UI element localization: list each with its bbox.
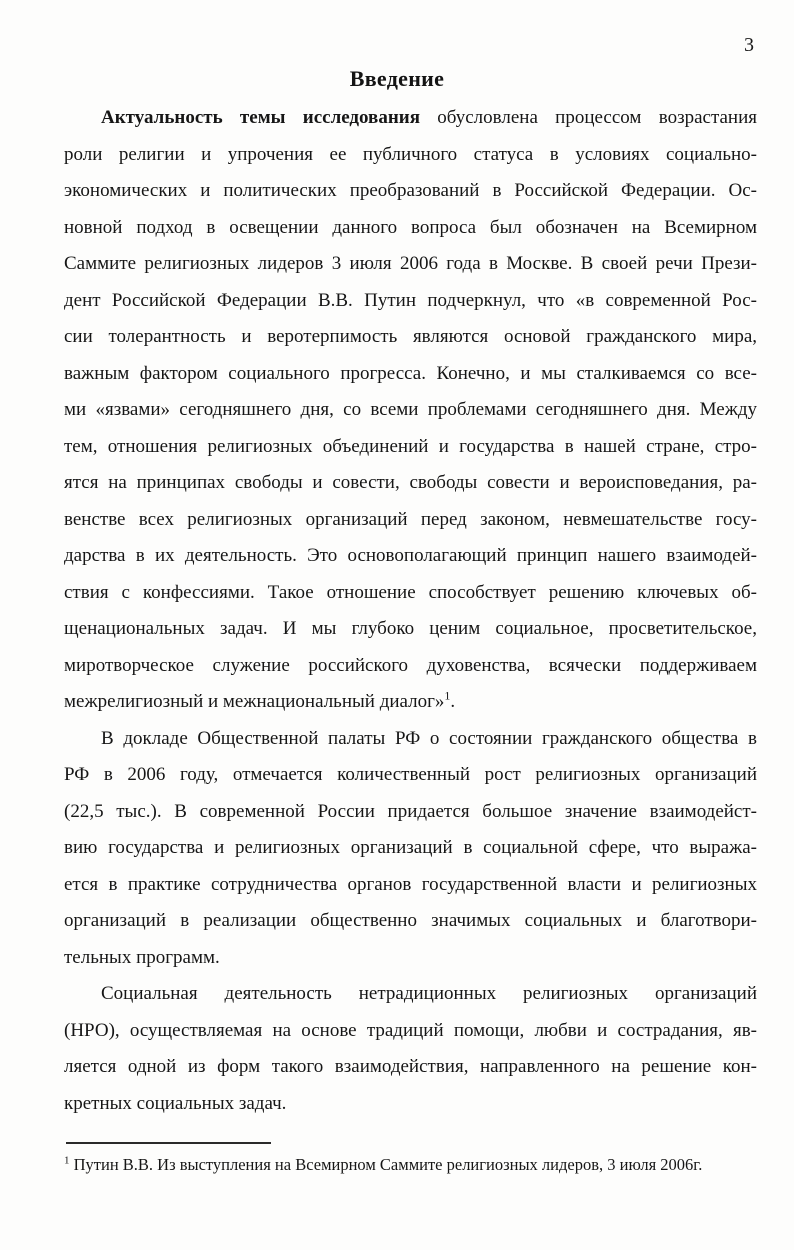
text-line: кретных социальных задач.	[64, 1092, 287, 1114]
text-line: организаций в реализации общественно значимых социальных и благотвори-	[64, 910, 757, 931]
text-line: ется в практике сотрудничества органов государственной власти и религиозных	[64, 873, 757, 895]
text-line: роли религии и упрочения ее публичного статуса в условиях социально-	[64, 143, 757, 165]
text-line: тем, отношения религиозных объединений и государства в нашей стране, стро-	[64, 435, 757, 457]
text-line: экономических и политических преобразований в Российской Федерации. Ос-	[64, 180, 757, 201]
text-line	[64, 684, 757, 721]
text-line	[64, 100, 757, 137]
text-line: сии толерантность и веротерпимость являются основой гражданского мира,	[64, 326, 757, 347]
text-line: (22,5 тыс.). В современной России придается большое значение взаимодейст-	[64, 800, 757, 822]
paragraph-lead-bold: Актуальность темы исследования	[101, 107, 420, 128]
text-line: дент Российской Федерации В.В. Путин подчеркнул, что «в современной Рос-	[64, 289, 757, 311]
text-line: венстве всех религиозных организаций перед законом, невмешательстве госу-	[64, 508, 757, 530]
text-line: новной подход в освещении данного вопроса был обозначен на Всемирном	[64, 216, 757, 238]
text-line: ятся на принципах свободы и совести, свободы совести и вероисповедания, ра-	[64, 472, 757, 493]
paragraph-lead-rest: обусловлена процессом возрастания	[420, 107, 758, 128]
page-number: 3	[744, 34, 754, 56]
text-line: Саммите религиозных лидеров 3 июля 2006 года в Москве. В своей речи Прези-	[64, 253, 757, 274]
text-line: вию государства и религиозных организаций в социальной сфере, что выража-	[64, 837, 757, 858]
footnote-marker: 1	[64, 1154, 70, 1167]
text-line: ляется одной из форм такого взаимодействия, направленного на решение кон-	[64, 1056, 757, 1077]
text-line: важным фактором социального прогресса. Конечно, и мы сталкиваемся со все-	[64, 362, 757, 384]
page-title: Введение	[349, 66, 445, 91]
text-line: Социальная деятельность нетрадиционных религиозных организаций	[101, 983, 757, 1004]
footnote	[64, 1152, 764, 1178]
text-line: дарства в их деятельность. Это основополагающий принцип нашего взаимодей-	[64, 545, 757, 566]
text-line: ствия с конфессиями. Такое отношение способствует решению ключевых об-	[64, 581, 757, 603]
paragraph-end-period: .	[450, 691, 456, 712]
text-line: щенациональных задач. И мы глубоко ценим социальное, просветительское,	[64, 618, 757, 639]
paragraph-end-text: межрелигиозный и межнациональный диалог»	[64, 691, 445, 712]
text-line: В докладе Общественной палаты РФ о состоянии гражданского общества в	[101, 727, 757, 749]
text-line: РФ в 2006 году, отмечается количественный рост религиозных организаций	[64, 764, 757, 785]
document-body	[64, 100, 757, 1122]
footnote-text: Путин В.В. Из выступления на Всемирном Саммите религиозных лидеров, 3 июля 2006г.	[73, 1155, 703, 1174]
text-line: тельных программ.	[64, 946, 220, 968]
text-line: миротворческое служение российского духовенства, всячески поддерживаем	[64, 654, 757, 676]
footnote-divider	[66, 1142, 271, 1144]
text-line: ми «язвами» сегодняшнего дня, со всеми проблемами сегодняшнего дня. Между	[64, 399, 757, 420]
footnote-ref: 1	[444, 688, 451, 703]
text-line: (НРО), осуществляемая на основе традиций помощи, любви и сострадания, яв-	[64, 1019, 757, 1041]
